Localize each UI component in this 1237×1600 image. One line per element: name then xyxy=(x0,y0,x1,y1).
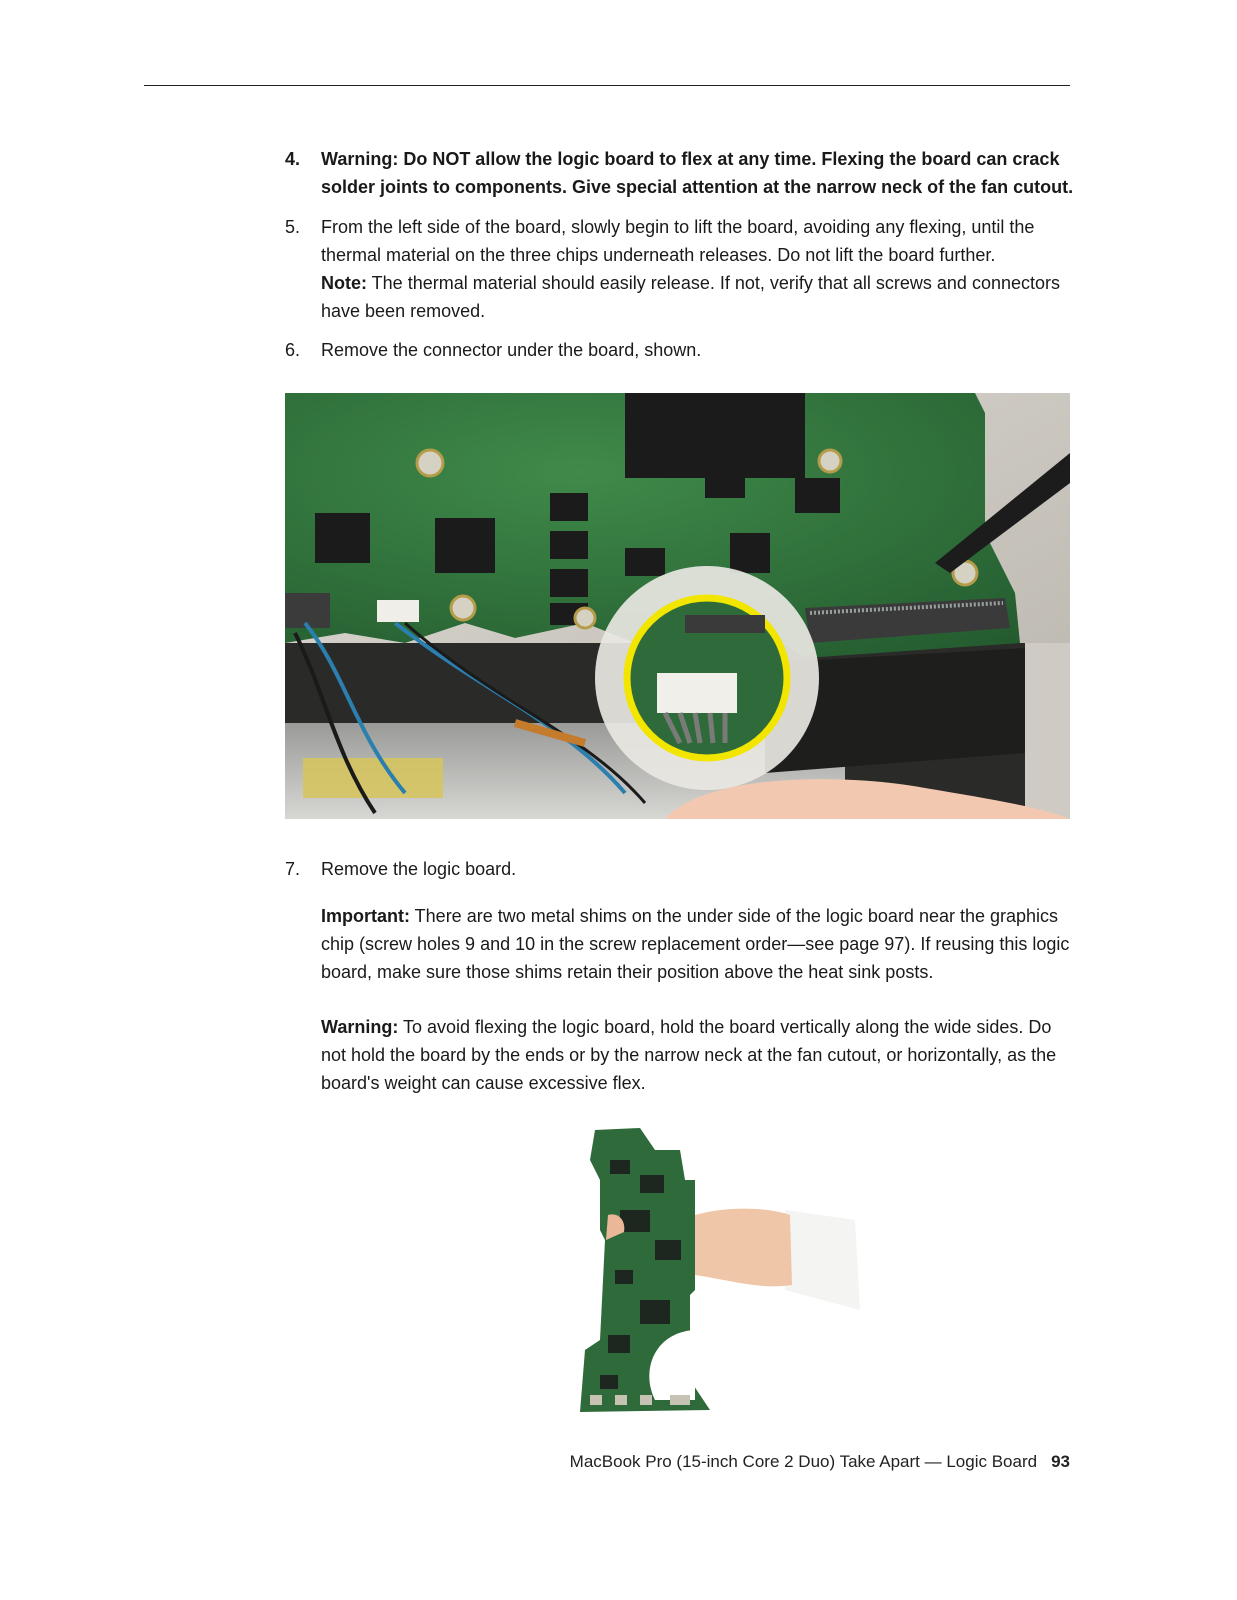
footer-title: MacBook Pro (15-inch Core 2 Duo) Take Apart — Logic Board xyxy=(569,1452,1038,1471)
header-rule xyxy=(144,85,1070,86)
step-number: 5. xyxy=(285,217,301,237)
note-text: The thermal material should easily release. If not, verify that all screws and connectors have been removed. xyxy=(321,273,1060,321)
warning-label: Warning: xyxy=(321,1017,399,1037)
important-label: Important: xyxy=(321,906,410,926)
page-footer xyxy=(570,1450,1070,1474)
note-label: Note: xyxy=(321,273,367,293)
connector-photo xyxy=(285,393,1070,819)
step-number: 7. xyxy=(285,859,301,879)
warning-text: To avoid flexing the logic board, hold the board vertically along the wide sides. Do not hold the board by the ends or by the narrow neck at the fan cutout, or horizontally, as the board's weight can cause excessive flex. xyxy=(321,1017,1057,1093)
step-5 xyxy=(285,213,1075,325)
step-text: From the left side of the board, slowly begin to lift the board, avoiding any flexing, until the thermal material on the three chips underneath releases. Do not lift the board further. xyxy=(321,217,1035,265)
warning-note xyxy=(321,1013,1073,1097)
step-text: Remove the logic board. xyxy=(321,859,517,879)
step-number: 4. xyxy=(285,149,301,169)
step-6 xyxy=(285,336,1075,364)
important-note xyxy=(321,902,1073,986)
step-4 xyxy=(285,145,1075,201)
connector-photo-illustration xyxy=(285,393,1070,819)
page-number: 93 xyxy=(1051,1452,1070,1471)
logic-board-photo xyxy=(560,1120,870,1420)
step-text: Remove the connector under the board, shown. xyxy=(321,340,702,360)
important-text: There are two metal shims on the under side of the logic board near the graphics chip (screw holes 9 and 10 in the screw replacement order—see page 97). If reusing this logic board, make sure those shims retain their position above the heat sink posts. xyxy=(321,906,1070,982)
step-7 xyxy=(285,855,1075,883)
step-text: Warning: Do NOT allow the logic board to flex at any time. Flexing the board can crack solder joints to components. Give special attention at the narrow neck of the fan cutout. xyxy=(321,149,1074,197)
step-number: 6. xyxy=(285,340,301,360)
logic-board-illustration xyxy=(560,1120,870,1420)
